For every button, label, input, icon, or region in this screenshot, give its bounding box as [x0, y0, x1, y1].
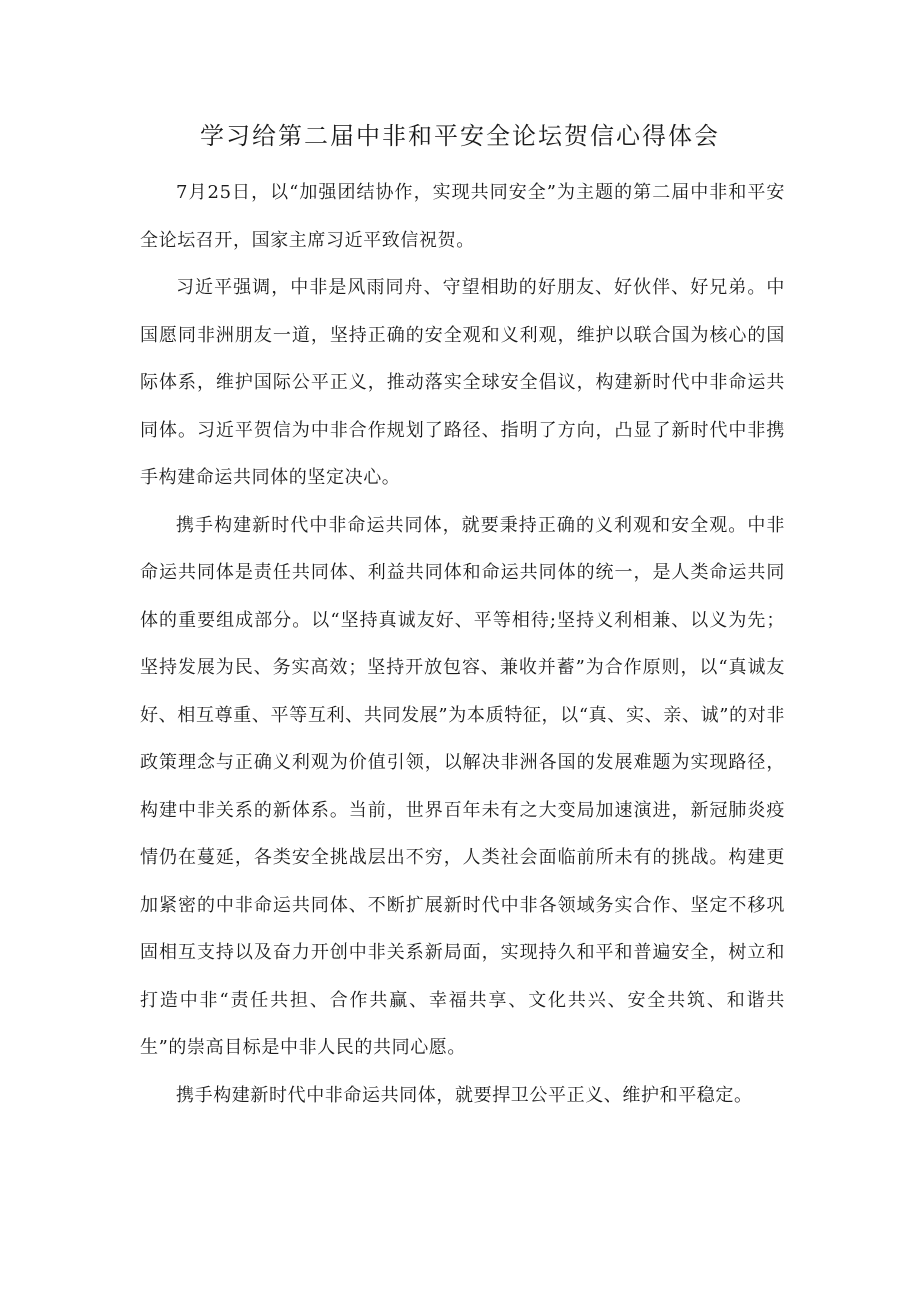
paragraph-fairness-justice: 携手构建新时代中非命运共同体，就要捍卫公平正义、维护和平稳定。: [176, 1084, 753, 1106]
document-title: 学习给第二届中非和平安全论坛贺信心得体会: [200, 122, 720, 150]
paragraph-righteousness-security: 携手构建新时代中非命运共同体，就要秉持正确的义利观和安全观。中非命运共同体是责任共同体、利益共同体和命运共同体的统一，是人类命运共同体的重要组成部分。以“坚持真诚友好、平等相待;坚持义利相兼、以义为先；坚持发展为民、务实高效；坚持开放包容、兼收并蓄”为合作原则，以“真诚友好、相互尊重、平等互利、共同发展”为本质特征，以“真、实、亲、诚”的对非政策理念与正确义利观为价值引领，以解决非洲各国的发展难题为实现路径，构建中非关系的新体系。当前，世界百年未有之大变局加速演进，新冠肺炎疫情仍在蔓延，各类安全挑战层出不穷，人类社会面临前所未有的挑战。构建更加紧密的中非命运共同体、不断扩展新时代中非各领域务实合作、坚定不移巩固相互支持以及奋力开创中非关系新局面，实现持久和平和普遍安全，树立和打造中非“责任共担、合作共赢、幸福共享、文化共兴、安全共筑、和谐共生”的崇高目标是中非人民的共同心愿。: [140, 514, 785, 1058]
paragraph-intro: 7月25日，以“加强团结协作，实现共同安全”为主题的第二届中非和平安全论坛召开，国家主席习近平致信祝贺。: [140, 182, 785, 251]
paragraph-xi-emphasis: 习近平强调，中非是风雨同舟、守望相助的好朋友、好伙伴、好兄弟。中国愿同非洲朋友一道，坚持正确的安全观和义利观，维护以联合国为核心的国际体系，维护国际公平正义，推动落实全球安全倡议，构建新时代中非命运共同体。习近平贺信为中非合作规划了路径、指明了方向，凸显了新时代中非携手构建命运共同体的坚定决心。: [140, 277, 785, 488]
document-body: [140, 169, 785, 1119]
